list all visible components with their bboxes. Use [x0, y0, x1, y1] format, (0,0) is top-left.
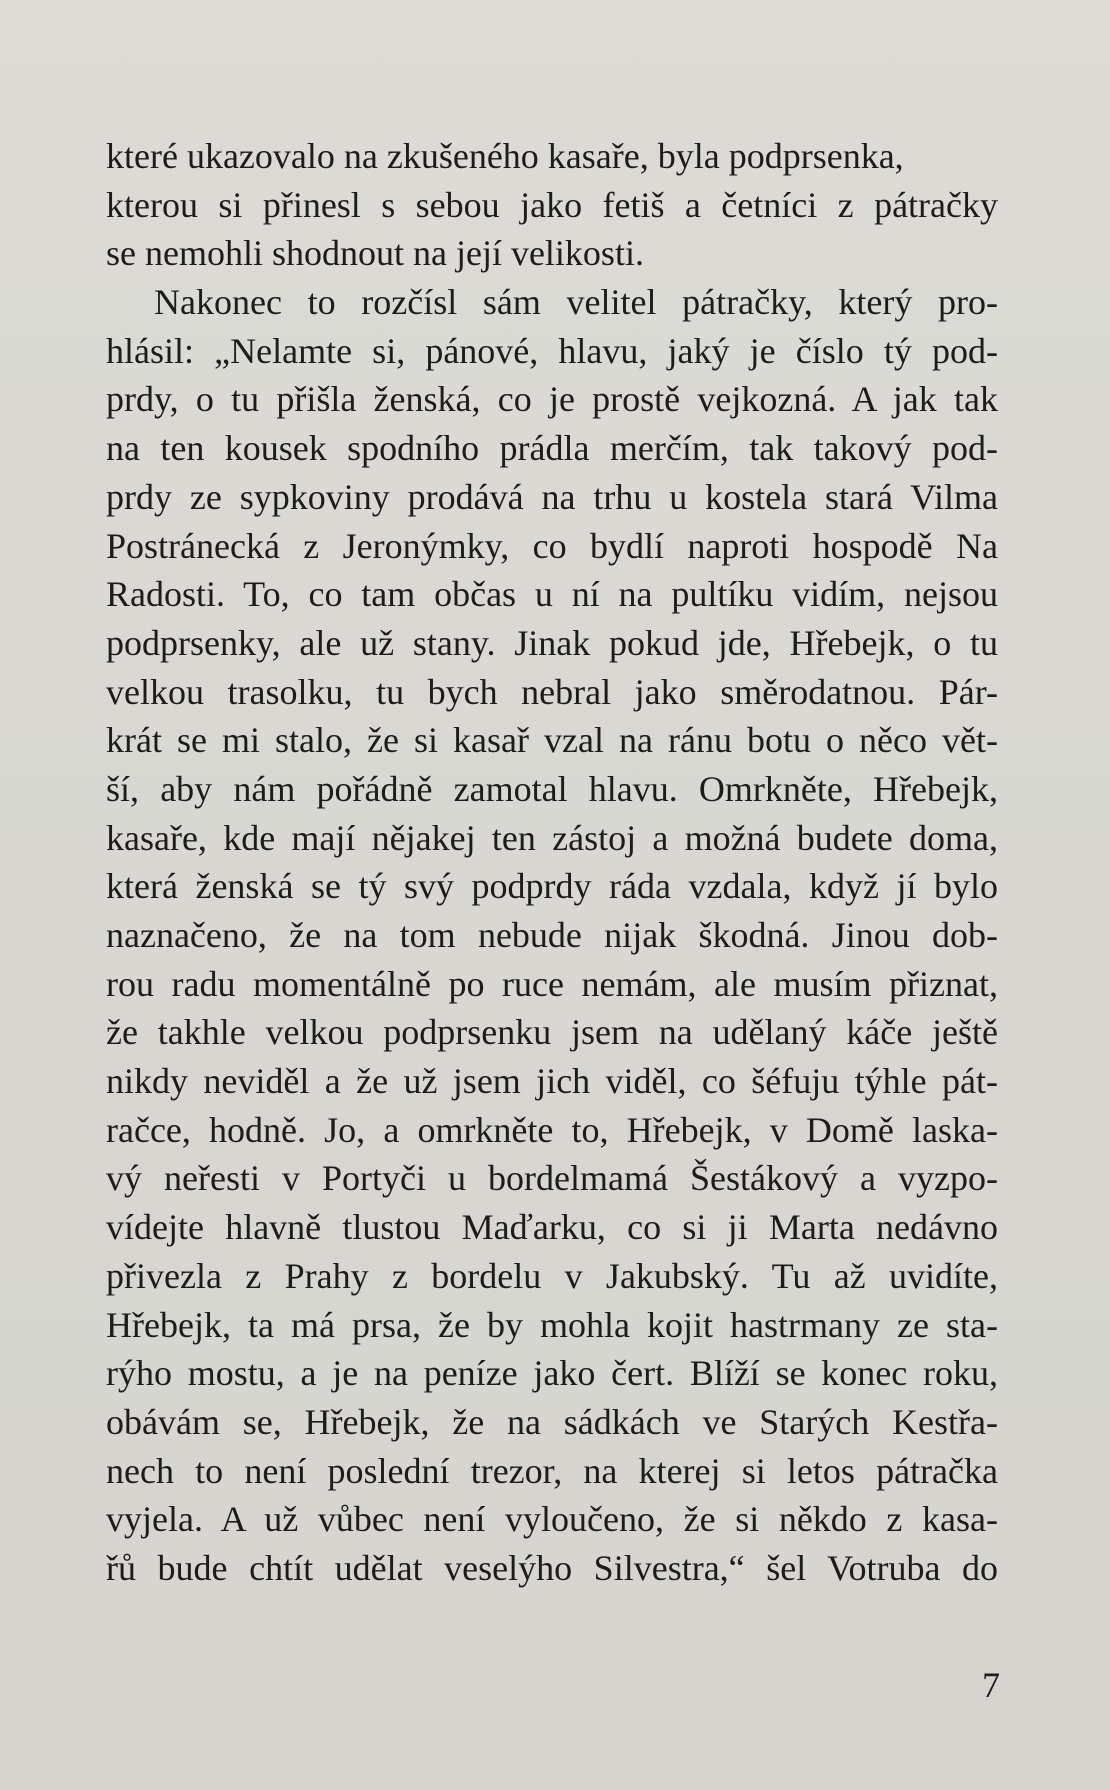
text-line: rou radu momentálně po ruce nemám, ale musím přiznat, — [106, 963, 998, 1004]
page-number: 7 — [982, 1665, 1000, 1705]
text-line: Radosti. To, co tam občas u ní na pultíku vidím, nejsou — [106, 574, 998, 615]
text-line: řů bude chtít udělat veselýho Silvestra,“ šel Votruba do — [106, 1547, 998, 1588]
text-line: vyjela. A už vůbec není vyloučeno, že si někdo z kasa- — [106, 1499, 998, 1540]
text-line: která ženská se tý svý podprdy ráda vzdala, když jí bylo — [106, 866, 998, 907]
text-line: Postránecká z Jeronýmky, co bydlí naproti hospodě Na — [106, 525, 998, 566]
text-line: Hřebejk, ta má prsa, že by mohla kojit hastrmany ze sta- — [106, 1304, 998, 1345]
text-line: nikdy neviděl a že už jsem jich viděl, co šéfuju týhle pát- — [106, 1061, 998, 1102]
body-text — [106, 132, 998, 1593]
text-line: přivezla z Prahy z bordelu v Jakubský. Tu až uvidíte, — [106, 1255, 998, 1296]
text-line: rýho mostu, a je na peníze jako čert. Blíží se konec roku, — [106, 1353, 998, 1394]
text-line: nech to není poslední trezor, na kterej si letos pátračka — [106, 1450, 998, 1491]
text-line: podprsenky, ale už stany. Jinak pokud jde, Hřebejk, o tu — [106, 622, 998, 663]
text-line: kterou si přinesl s sebou jako fetiš a četníci z pátračky — [106, 184, 998, 225]
text-line: prdy ze sypkoviny prodává na trhu u kostela stará Vilma — [106, 476, 998, 517]
text-line: vý neřesti v Portyči u bordelmamá Šestákový a vyzpo- — [106, 1158, 998, 1199]
text-line: že takhle velkou podprsenku jsem na udělaný káče ještě — [106, 1012, 998, 1053]
text-line: krát se mi stalo, že si kasař vzal na ránu botu o něco vět- — [106, 720, 998, 761]
text-line: na ten kousek spodního prádla merčím, tak takový pod- — [106, 428, 998, 469]
text-line: kasaře, kde mají nějakej ten zástoj a možná budete doma, — [106, 817, 998, 858]
text-line: vídejte hlavně tlustou Maďarku, co si ji Marta nedávno — [106, 1207, 998, 1248]
text-line: hlásil: „Nelamte si, pánové, hlavu, jaký je číslo tý pod- — [106, 330, 998, 371]
text-line: se nemohli shodnout na její velikosti. — [106, 233, 644, 274]
text-line: obávám se, Hřebejk, že na sádkách ve Starých Kestřa- — [106, 1401, 998, 1442]
text-line: račce, hodně. Jo, a omrkněte to, Hřebejk, v Domě laska- — [106, 1109, 998, 1150]
text-line: prdy, o tu přišla ženská, co je prostě vejkozná. A jak tak — [106, 379, 998, 420]
text-line: ší, aby nám pořádně zamotal hlavu. Omrkněte, Hřebejk, — [106, 768, 998, 809]
text-line: naznačeno, že na tom nebude nijak škodná. Jinou dob- — [106, 915, 998, 955]
text-line: velkou trasolku, tu bych nebral jako směrodatnou. Pár- — [106, 671, 998, 712]
text-line: Nakonec to rozčísl sám velitel pátračky, který pro- — [154, 282, 998, 323]
text-line: které ukazovalo na zkušeného kasaře, byla podprsenka, — [106, 136, 904, 176]
